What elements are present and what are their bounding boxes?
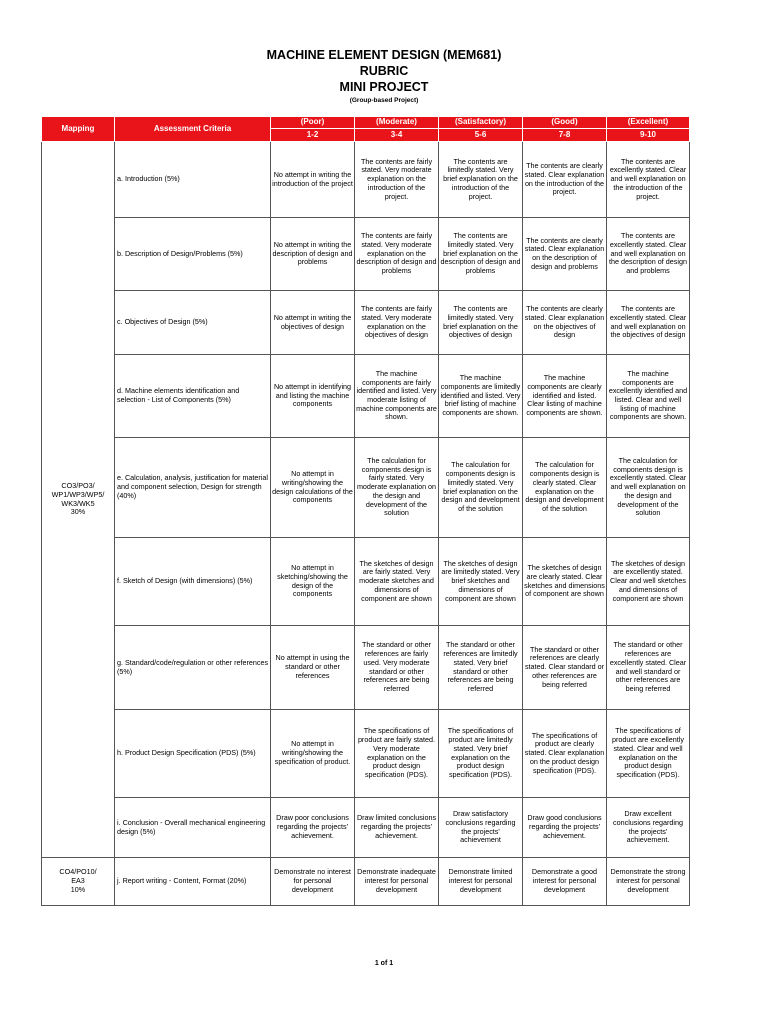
level-range-good: 7-8	[523, 129, 607, 142]
criterion-cell: d. Machine elements identification and selection - List of Components (5%)	[115, 355, 271, 438]
descriptor-moderate: The contents are fairly stated. Very moderate explanation on the objectives of design	[355, 291, 439, 355]
descriptor-moderate: The contents are fairly stated. Very moderate explanation on the description of design and problems	[355, 218, 439, 291]
criterion-cell: e. Calculation, analysis, justification for material and component selection, Design for strength (40%)	[115, 438, 271, 538]
descriptor-moderate: Demonstrate inadequate interest for personal development	[355, 858, 439, 906]
descriptor-good: Demonstrate a good interest for personal development	[523, 858, 607, 906]
page-number: 1 of 1	[374, 960, 394, 967]
descriptor-excellent: The contents are excellently stated. Clear and well explanation on the objectives of design	[607, 291, 690, 355]
descriptor-satisfactory: The standard or other references are limitedly stated. Very brief standard or other references are being referred	[439, 626, 523, 710]
header-row-levels	[42, 117, 690, 129]
level-range-satisfactory: 5-6	[439, 129, 523, 142]
criterion-cell: c. Objectives of Design (5%)	[115, 291, 271, 355]
level-name-excellent: (Excellent)	[607, 117, 690, 129]
document-title-block	[0, 47, 768, 105]
descriptor-poor: No attempt in writing the introduction of the project	[271, 142, 355, 218]
descriptor-poor: No attempt in sketching/showing the design of the components	[271, 538, 355, 626]
mapping-line: EA3	[71, 876, 85, 886]
descriptor-moderate: The sketches of design are fairly stated. Very moderate sketches and dimensions of component are shown	[355, 538, 439, 626]
descriptor-poor: Demonstrate no interest for personal development	[271, 858, 355, 906]
criterion-cell: a. Introduction (5%)	[115, 142, 271, 218]
descriptor-good: The contents are clearly stated. Clear explanation on the introduction of the project.	[523, 142, 607, 218]
table-row	[42, 710, 690, 798]
level-name-satisfactory: (Satisfactory)	[439, 117, 523, 129]
descriptor-moderate: The specifications of product are fairly stated. Very moderate explanation on the product design specification (PDS).	[355, 710, 439, 798]
descriptor-poor: No attempt in writing the objectives of design	[271, 291, 355, 355]
descriptor-satisfactory: The contents are limitedly stated. Very brief explanation on the introduction of the project.	[439, 142, 523, 218]
descriptor-moderate: The contents are fairly stated. Very moderate explanation on the introduction of the project.	[355, 142, 439, 218]
project-title: MINI PROJECT	[339, 80, 429, 94]
level-name-poor: (Poor)	[271, 117, 355, 129]
descriptor-satisfactory: The sketches of design are limitedly stated. Very brief sketches and dimensions of component are shown	[439, 538, 523, 626]
table-row	[42, 538, 690, 626]
descriptor-excellent: The specifications of product are excellently stated. Clear and well explanation on the product design specification (PDS).	[607, 710, 690, 798]
table-row	[42, 218, 690, 291]
descriptor-satisfactory: The contents are limitedly stated. Very brief explanation on the objectives of design	[439, 291, 523, 355]
course-title: MACHINE ELEMENT DESIGN (MEM681)	[266, 48, 502, 62]
mapping-line: WP1/WP3/WP5/	[51, 489, 105, 499]
rubric-table	[41, 116, 690, 906]
descriptor-good: The sketches of design are clearly stated. Clear sketches and dimensions of component are shown	[523, 538, 607, 626]
mapping-line: 10%	[70, 884, 86, 894]
descriptor-excellent: The standard or other references are excellently stated. Clear and well standard or other references are being referred	[607, 626, 690, 710]
criterion-cell: b. Description of Design/Problems (5%)	[115, 218, 271, 291]
table-row	[42, 438, 690, 538]
mapping-line: WK3/WK5	[61, 498, 95, 508]
table-row	[42, 142, 690, 218]
descriptor-good: The machine components are clearly identified and listed. Clear listing of machine components are shown.	[523, 355, 607, 438]
level-name-moderate: (Moderate)	[355, 117, 439, 129]
descriptor-good: The specifications of product are clearly stated. Clear explanation on the product design specification (PDS).	[523, 710, 607, 798]
descriptor-moderate: The machine components are fairly identified and listed. Very moderate listing of machine components are shown.	[355, 355, 439, 438]
descriptor-satisfactory: Demonstrate limited interest for personal development	[439, 858, 523, 906]
descriptor-satisfactory: Draw satisfactory conclusions regarding the projects' achievement	[439, 798, 523, 858]
descriptor-poor: No attempt in writing/showing the design calculations of the components	[271, 438, 355, 538]
descriptor-satisfactory: The calculation for components design is limitedly stated. Very brief explanation on the design and development of the solution	[439, 438, 523, 538]
descriptor-good: The standard or other references are clearly stated. Clear standard or other references are being referred	[523, 626, 607, 710]
descriptor-satisfactory: The specifications of product are limitedly stated. Very brief explanation on the product design specification (PDS).	[439, 710, 523, 798]
mapping-line: CO4/PO10/	[59, 867, 97, 877]
descriptor-moderate: The standard or other references are fairly used. Very moderate standard or other references are being referred	[355, 626, 439, 710]
descriptor-satisfactory: The machine components are limitedly identified and listed. Very brief listing of machine components are shown.	[439, 355, 523, 438]
mapping-line: CO3/PO3/	[61, 481, 95, 491]
descriptor-excellent: The contents are excellently stated. Clear and well explanation on the introduction of the project.	[607, 142, 690, 218]
descriptor-poor: No attempt in identifying and listing the machine components	[271, 355, 355, 438]
level-range-moderate: 3-4	[355, 129, 439, 142]
table-row	[42, 291, 690, 355]
criterion-cell: j. Report writing - Content, Format (20%)	[115, 858, 271, 906]
mapping-header: Mapping	[42, 117, 115, 142]
criterion-cell: f. Sketch of Design (with dimensions) (5%)	[115, 538, 271, 626]
descriptor-good: The contents are clearly stated. Clear explanation on the objectives of design	[523, 291, 607, 355]
descriptor-poor: Draw poor conclusions regarding the projects' achievement.	[271, 798, 355, 858]
descriptor-poor: No attempt in writing the description of design and problems	[271, 218, 355, 291]
descriptor-good: Draw good conclusions regarding the projects' achievement.	[523, 798, 607, 858]
descriptor-excellent: The sketches of design are excellently stated. Clear and well sketches and dimensions of component are shown	[607, 538, 690, 626]
criteria-header: Assessment Criteria	[115, 117, 271, 142]
descriptor-excellent: Draw excellent conclusions regarding the projects' achievement.	[607, 798, 690, 858]
rubric-title: RUBRIC	[359, 64, 409, 78]
descriptor-excellent: Demonstrate the strong interest for personal development	[607, 858, 690, 906]
mapping-cell	[42, 858, 115, 906]
mapping-cell	[42, 142, 115, 858]
level-range-poor: 1-2	[271, 129, 355, 142]
level-range-excellent: 9-10	[607, 129, 690, 142]
table-row	[42, 858, 690, 906]
table-row	[42, 355, 690, 438]
descriptor-excellent: The contents are excellently stated. Clear and well explanation on the description of design and problems	[607, 218, 690, 291]
criterion-cell: i. Conclusion - Overall mechanical engineering design (5%)	[115, 798, 271, 858]
descriptor-satisfactory: The contents are limitedly stated. Very brief explanation on the description of design and problems	[439, 218, 523, 291]
descriptor-good: The calculation for components design is clearly stated. Clear explanation on the design and development of the solution	[523, 438, 607, 538]
criterion-cell: h. Product Design Specification (PDS) (5%)	[115, 710, 271, 798]
table-row	[42, 626, 690, 710]
descriptor-poor: No attempt in using the standard or other references	[271, 626, 355, 710]
descriptor-moderate: The calculation for components design is fairly stated. Very moderate explanation on the design and development of the solution	[355, 438, 439, 538]
descriptor-good: The contents are clearly stated. Clear explanation on the description of design and problems	[523, 218, 607, 291]
descriptor-excellent: The calculation for components design is excellently stated. Clear and well explanation on the design and development of the solution	[607, 438, 690, 538]
criterion-cell: g. Standard/code/regulation or other references (5%)	[115, 626, 271, 710]
project-subtitle: (Group-based Project)	[349, 97, 419, 104]
descriptor-poor: No attempt in writing/showing the specification of product.	[271, 710, 355, 798]
descriptor-moderate: Draw limited conclusions regarding the projects' achievement.	[355, 798, 439, 858]
level-name-good: (Good)	[523, 117, 607, 129]
mapping-line: 30%	[70, 507, 86, 517]
descriptor-excellent: The machine components are excellently identified and listed. Clear and well listing of machine components are shown.	[607, 355, 690, 438]
table-row	[42, 798, 690, 858]
